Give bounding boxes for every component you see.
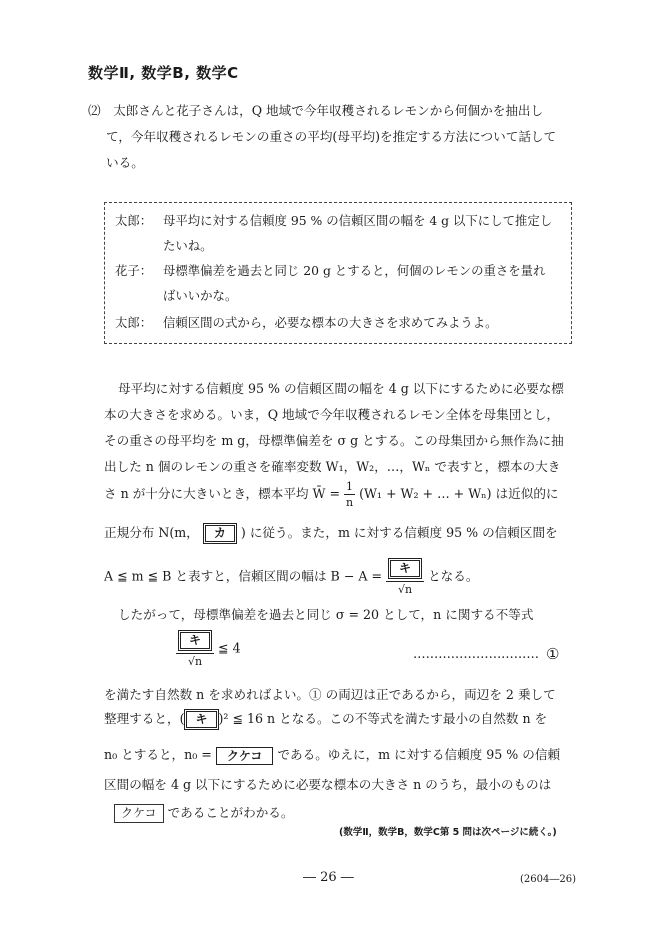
intro-line-2: て，今年収穫されるレモンの重さの平均(母平均)を推定する方法について話して	[106, 129, 557, 144]
section-title: 数学Ⅱ, 数学B, 数学C	[88, 64, 239, 82]
problem-number: ⑵	[88, 103, 101, 118]
para-line: 母平均に対する信頼度 95 % の信頼区間の幅を 4 g 以下にするために必要な標	[118, 381, 564, 396]
fraction-ki-over-root-n: $\frac{\text{キ}}{√n}$	[386, 558, 424, 596]
equation-tag-1: ①	[546, 645, 560, 663]
exam-code: (2604―26)	[520, 874, 576, 885]
fraction-ki-over-root-n: $\frac{\text{キ}}{√n}$	[176, 630, 214, 668]
intro-line-3: いる。	[106, 155, 144, 170]
intro-line-1: ⑵ 太郎さんと花子さんは，Q 地域で今年収穫されるレモンから何個かを抽出し	[88, 103, 544, 118]
answer-box-ki[interactable]: キ	[388, 558, 422, 579]
inequality-1: $\frac{\text{キ}}{√n}$ ≦ 4	[176, 630, 241, 668]
fraction-one-over-n: $\frac{1}{n}$	[346, 480, 354, 509]
para-line-square: 整理すると，( キ )² ≦ 16 n となる。この不等式を満たす最小の自然数 n を	[104, 708, 547, 730]
inequality-dots: …………………………	[413, 646, 539, 661]
para-line: 区間の幅を 4 g 以下にするために必要な標本の大きさ n のうち，最小のものは	[104, 777, 552, 792]
dialog-line: 太郎： 母平均に対する信頼度 95 % の信頼区間の幅を 4 g 以下にして推定し	[115, 213, 553, 228]
page-number: ― 26 ―	[303, 870, 354, 885]
speaker-label: 太郎：	[115, 213, 153, 228]
para-line-normal: 正規分布 N(m， カ ) に従う。また，m に対する信頼度 95 % の信頼区間を	[104, 522, 558, 544]
answer-box-ka[interactable]: カ	[203, 523, 237, 544]
problem-intro	[88, 98, 588, 176]
speaker-label: 花子：	[115, 263, 153, 278]
answer-box-ki[interactable]: キ	[178, 630, 212, 651]
para-line-final: クケコ であることがわかる。	[114, 802, 293, 823]
speaker-label: 太郎：	[115, 315, 153, 330]
answer-box-kukeko[interactable]: クケコ	[114, 804, 164, 823]
answer-box-kukeko[interactable]: クケコ	[216, 747, 274, 765]
dialog-line: ばいいかな。	[163, 288, 238, 303]
answer-box-ki[interactable]: キ	[184, 709, 218, 730]
para-line-sample-mean: さ n が十分に大きいとき，標本平均 W̄ = $\frac{1}{n}$ (W₁ + W₂ + … + Wₙ) は近似的に	[104, 480, 559, 509]
dialog-line: 太郎： 信頼区間の式から，必要な標本の大きさを求めてみようよ。	[115, 315, 498, 330]
para-line: したがって，母標準偏差を過去と同じ σ = 20 として，n に関する不等式	[118, 607, 534, 622]
para-line: 出した n 個のレモンの重さを確率変数 W₁，W₂，…，Wₙ で表すと，標本の大き	[104, 459, 561, 474]
para-line-n0: n₀ とすると，n₀ = クケコ である。ゆえに，m に対する信頼度 95 % の信頼	[104, 747, 561, 763]
para-line: 本の大きさを求める。いま，Q 地域で今年収穫されるレモン全体を母集団とし，	[104, 407, 560, 422]
para-line: を満たす自然数 n を求めればよい。① の両辺は正であるから，両辺を 2 乗して	[104, 687, 556, 702]
para-line-width: A ≦ m ≦ B と表すと，信頼区間の幅は B − A = $\frac{\text{キ}}{√n}$ となる。	[104, 558, 478, 596]
dialog-box	[104, 202, 572, 344]
dialog-line: たいね。	[163, 238, 213, 253]
para-line: その重さの母平均を m g，母標準偏差を σ g とする。この母集団から無作為に抽	[104, 433, 564, 448]
dialog-line: 花子： 母標準偏差を過去と同じ 20 g とすると，何個のレモンの重さを量れ	[115, 263, 546, 278]
continuation-note: (数学Ⅱ，数学B，数学C第 5 問は次ページに続く。)	[339, 827, 557, 838]
